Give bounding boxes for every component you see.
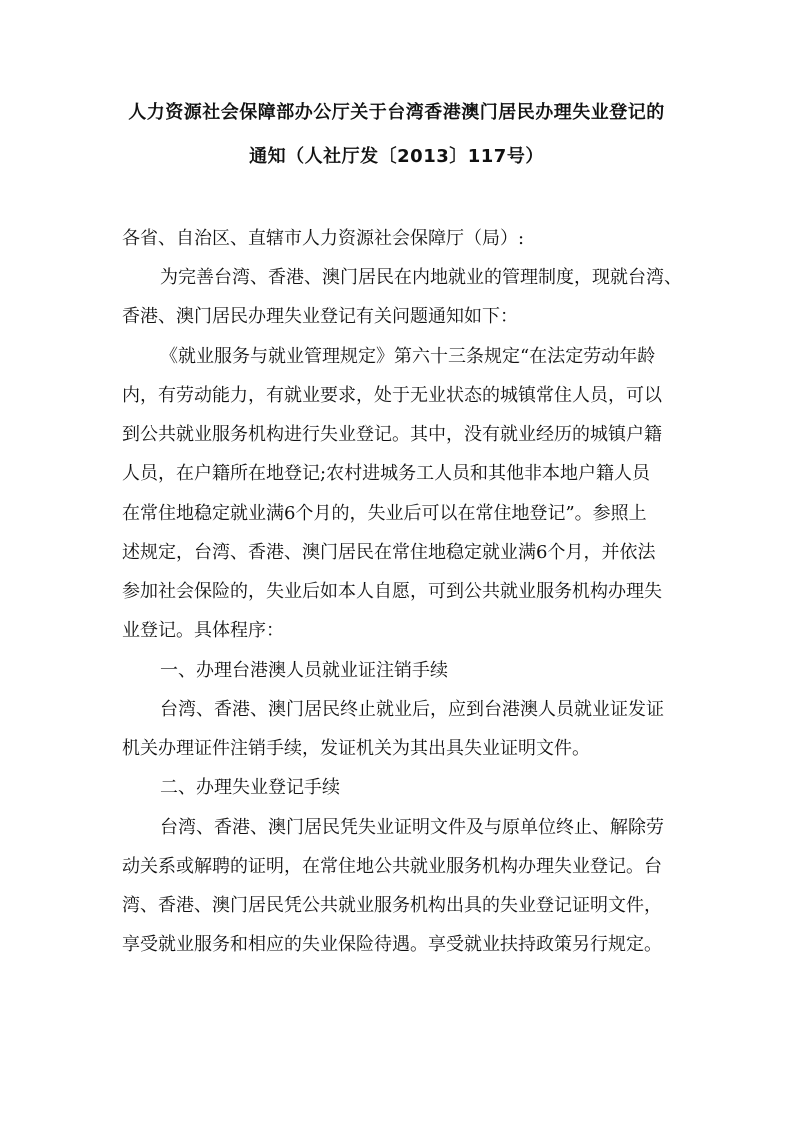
body-line: 台湾、香港、澳门居民凭失业证明文件及与原单位终止、解除劳 [160, 817, 664, 838]
body-line: 享受就业服务和相应的失业保险待遇。享受就业扶持政策另行规定。 [122, 934, 662, 955]
document-title-line-1: 人力资源社会保障部办公厅关于台湾香港澳门居民办理失业登记的 [128, 102, 665, 123]
body-line: 香港、澳门居民办理失业登记有关问题通知如下： [122, 306, 518, 327]
body-line: 业登记。具体程序： [122, 620, 284, 641]
body-line: 为完善台湾、香港、澳门居民在内地就业的管理制度，现就台湾、 [160, 267, 682, 288]
body-line: 动关系或解聘的证明，在常住地公共就业服务机构办理失业登记。台 [122, 856, 662, 877]
body-line: 述规定，台湾、香港、澳门居民在常住地稳定就业满6个月，并依法 [122, 542, 656, 563]
body-line: 台湾、香港、澳门居民终止就业后，应到台港澳人员就业证发证 [160, 699, 664, 720]
body-line: 《就业服务与就业管理规定》第六十三条规定“在法定劳动年龄 [160, 346, 656, 367]
body-line: 参加社会保险的，失业后如本人自愿，可到公共就业服务机构办理失 [122, 581, 662, 602]
body-line: 在常住地稳定就业满6个月的，失业后可以在常住地登记”。参照上 [122, 503, 647, 524]
section-heading-1: 一、办理台港澳人员就业证注销手续 [160, 660, 448, 681]
body-line: 到公共就业服务机构进行失业登记。其中，没有就业经历的城镇户籍 [122, 424, 662, 445]
section-heading-2: 二、办理失业登记手续 [160, 777, 340, 798]
body-line: 湾、香港、澳门居民凭公共就业服务机构出具的失业登记证明文件， [122, 895, 662, 916]
body-line: 人员，在户籍所在地登记;农村进城务工人员和其他非本地户籍人员 [122, 463, 651, 484]
document-title-line-2: 通知（人社厅发〔2013〕117号） [249, 146, 544, 167]
salutation: 各省、自治区、直辖市人力资源社会保障厅（局）: [122, 228, 525, 249]
body-line: 内，有劳动能力，有就业要求，处于无业状态的城镇常住人员，可以 [122, 385, 662, 406]
body-line: 机关办理证件注销手续，发证机关为其出具失业证明文件。 [122, 738, 590, 759]
